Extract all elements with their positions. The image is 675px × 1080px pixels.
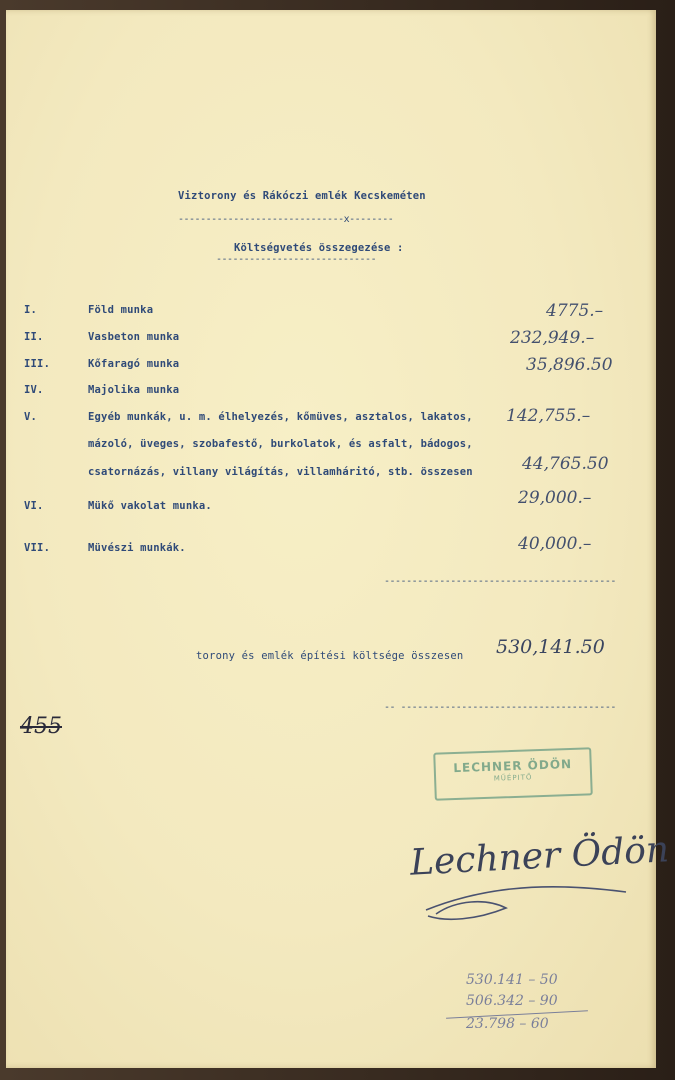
sum-line: ------------------------------------------	[384, 576, 616, 587]
item-amount-2: 232,949.–	[510, 328, 595, 348]
total-underline: -- ---------------------------------------	[384, 702, 616, 713]
item-label-5c: csatornázás, villany világítás, villamháritó, stb. összesen	[88, 466, 473, 478]
total-label: torony és emlék építési költsége összesen	[196, 650, 464, 662]
item-num-1: I.	[24, 304, 38, 316]
calc-line-3: 23.798 – 60	[466, 1016, 549, 1032]
calc-line-2: 506.342 – 90	[466, 993, 558, 1009]
item-amount-4: 142,755.–	[506, 406, 591, 426]
total-amount: 530,141.50	[496, 636, 605, 658]
item-amount-5: 44,765.50	[522, 454, 609, 474]
item-label-4: Majolika munka	[88, 384, 180, 396]
item-label-7: Müvészi munkák.	[88, 542, 186, 554]
document-title: Viztorony és Rákóczi emlék Kecskeméten	[178, 190, 426, 202]
item-label-1: Föld munka	[88, 304, 154, 316]
item-num-7: VII.	[24, 542, 51, 554]
stamp-title: MŰÉPITŐ	[493, 773, 533, 783]
item-label-6: Mükő vakolat munka.	[88, 500, 212, 512]
stamp-name: LECHNER ÖDÖN	[453, 756, 573, 776]
signature: Lechner Ödön	[409, 829, 671, 884]
document-page	[6, 10, 671, 1068]
item-num-6: VI.	[24, 500, 44, 512]
architect-stamp	[433, 747, 593, 800]
title-underline: ------------------------------x--------	[178, 214, 394, 225]
item-amount-7: 40,000.–	[518, 534, 592, 554]
page-mark: 455	[20, 714, 62, 739]
item-num-4: IV.	[24, 384, 44, 396]
item-label-5b: mázoló, üveges, szobafestő, burkolatok, és asfalt, bádogos,	[88, 438, 473, 450]
subtitle-underline: -----------------------------	[216, 254, 377, 265]
item-label-5: Egyéb munkák, u. m. élhelyezés, kőmüves, asztalos, lakatos,	[88, 411, 473, 423]
item-amount-6: 29,000.–	[518, 488, 592, 508]
item-num-3: III.	[24, 358, 51, 370]
item-num-2: II.	[24, 331, 44, 343]
item-num-5: V.	[24, 411, 38, 423]
item-amount-3: 35,896.50	[526, 355, 613, 375]
calc-line-1: 530.141 – 50	[466, 972, 558, 988]
document-subtitle: Költségvetés összegezése :	[234, 242, 404, 254]
item-amount-1: 4775.–	[546, 301, 604, 321]
item-label-2: Vasbeton munka	[88, 331, 180, 343]
signature-flourish	[416, 870, 646, 930]
item-label-3: Kőfaragó munka	[88, 358, 180, 370]
